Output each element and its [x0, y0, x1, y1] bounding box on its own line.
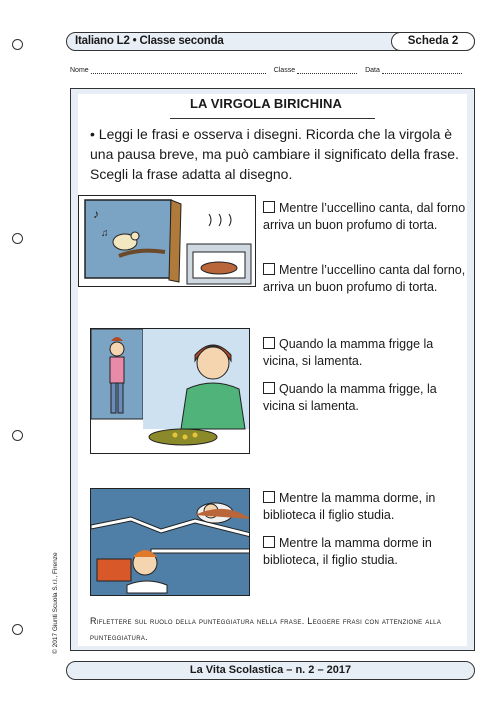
checkbox[interactable]	[263, 491, 275, 503]
picture-frying-neighbour	[90, 328, 250, 454]
option-1b: Mentre l’uccellino canta dal forno, arriva un buon profumo di torta.	[263, 263, 466, 294]
instruction-text: • Leggi le frasi e osserva i disegni. Ricorda che la virgola è una pausa breve, ma può cambiare il significato della frase. Scegli la frase adatta al disegno.	[90, 126, 459, 182]
footer-bar: La Vita Scolastica – n. 2 – 2017	[66, 661, 475, 680]
student-fields	[70, 67, 475, 74]
scheda-badge: Scheda 2	[391, 32, 475, 51]
data-label: Data	[365, 67, 380, 74]
worksheet-heading: LA VIRGOLA BIRICHINA	[190, 96, 342, 111]
checkbox[interactable]	[263, 536, 275, 548]
bird-oven-illustration	[79, 196, 256, 287]
picture-sleep-study	[90, 488, 250, 596]
binder-hole	[12, 39, 23, 50]
svg-text:♫: ♫	[101, 228, 109, 239]
option-3a: Mentre la mamma dorme, in biblioteca il figlio studia.	[263, 491, 436, 522]
binder-hole	[12, 624, 23, 635]
sleep-study-illustration	[91, 489, 250, 596]
option-2a: Quando la mamma frigge la vicina, si lamenta.	[263, 337, 434, 368]
data-field[interactable]	[382, 68, 462, 74]
svg-text:♪: ♪	[93, 207, 99, 221]
heading-underline	[170, 118, 375, 119]
picture-bird-oven	[78, 195, 256, 287]
checkbox[interactable]	[263, 201, 275, 213]
checkbox[interactable]	[263, 337, 275, 349]
teacher-note: Riflettere sul ruolo della punteggiatura nella frase. Leggere frasi con attenzione alla punteggiatura.	[90, 616, 442, 642]
nome-field[interactable]	[91, 68, 266, 74]
binder-hole	[12, 430, 23, 441]
classe-label: Classe	[273, 67, 296, 74]
header-title: Italiano L2 • Classe seconda	[75, 35, 224, 47]
frying-illustration	[91, 329, 250, 454]
binder-hole	[12, 233, 23, 244]
option-2b: Quando la mamma frigge, la vicina si lamenta.	[263, 382, 437, 413]
checkbox[interactable]	[263, 263, 275, 275]
checkbox[interactable]	[263, 382, 275, 394]
option-3b: Mentre la mamma dorme in biblioteca, il figlio studia.	[263, 536, 432, 567]
copyright-text: © 2017 Giunti Scuola S.r.l., Firenze	[52, 552, 59, 654]
header-bar	[66, 32, 475, 51]
nome-label: Nome	[70, 67, 89, 74]
option-1a: Mentre l’uccellino canta, dal forno arriva un buon profumo di torta.	[263, 201, 466, 232]
classe-field[interactable]	[297, 68, 357, 74]
